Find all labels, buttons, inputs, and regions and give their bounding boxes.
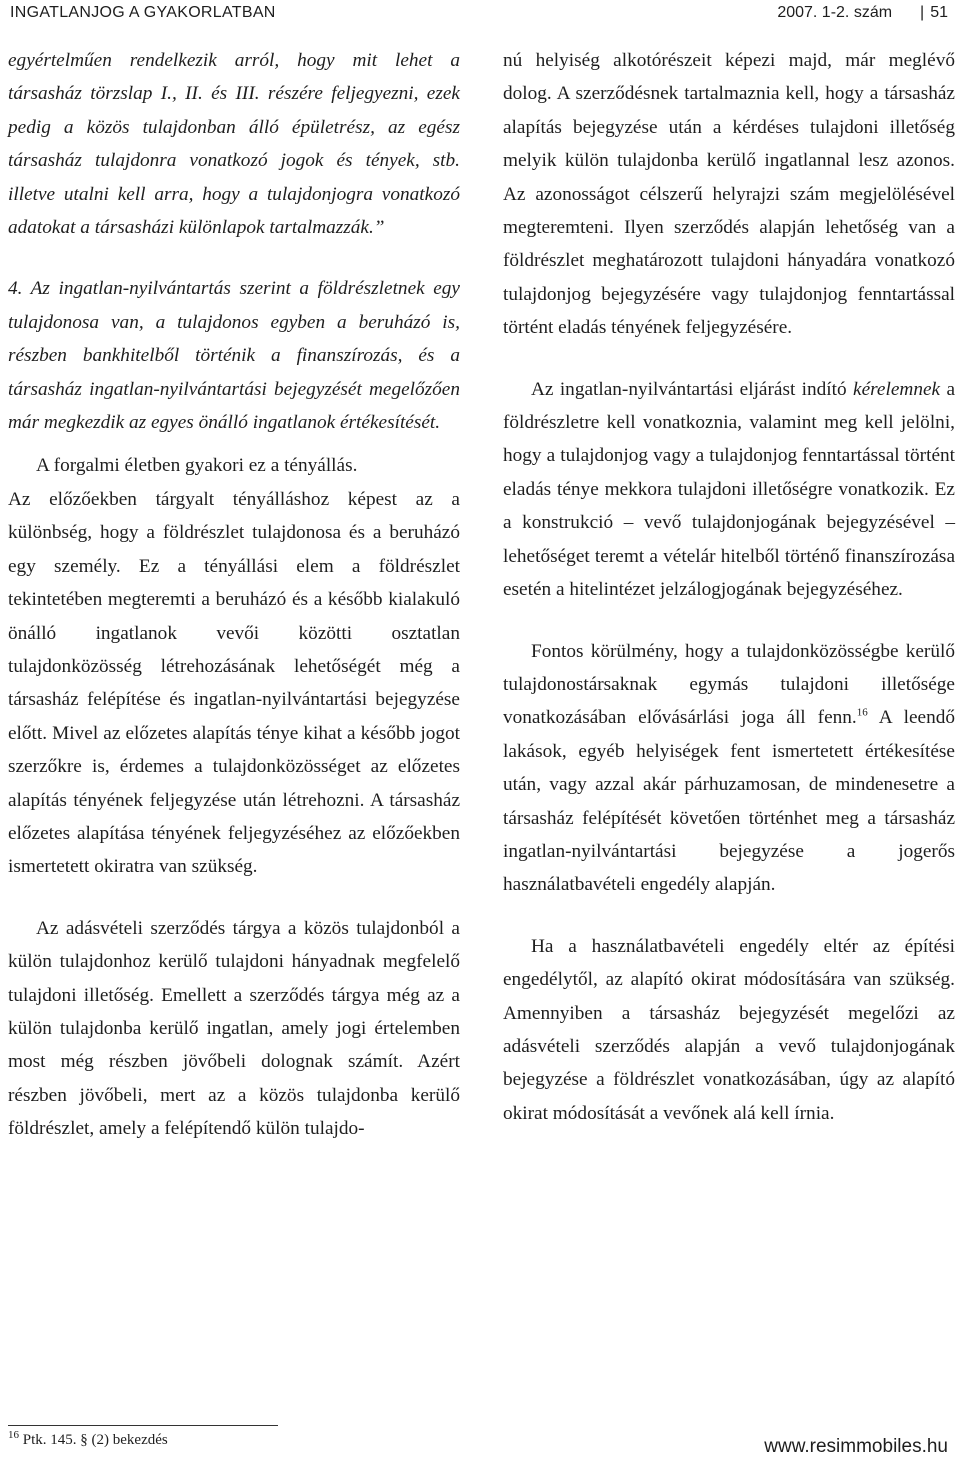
lead-sentence: A forgalmi életben gyakori ez a tényállás. bbox=[36, 455, 358, 477]
italic-term: kérelemnek bbox=[853, 378, 941, 400]
right-paragraph-2 bbox=[503, 373, 955, 607]
footnote-number: 16 bbox=[8, 1429, 19, 1441]
right-column bbox=[503, 44, 955, 1130]
footnote bbox=[8, 1429, 168, 1449]
page-number: 51 bbox=[930, 4, 948, 21]
right-paragraph-3-rest: A leendő lakások, egyéb helyiségek fent ismertetett értékesítése után, vagy azzal akár párhuzamosan, de mindenesetre a társasház felépítését követően történhet meg a társasház ingatlan-nyilvántartási bejegyzése a jogerős használatbavételi engedély alapján. bbox=[503, 707, 955, 896]
case-4-paragraph: 4. Az ingatlan-nyilvántartás szerint a földrészletnek egy tulajdonosa van, a tulajdonos egyben a beruházó is, részben bankhitelből történik a finanszírozás, és a társasház ingatlan-nyilvántartási bejegyzését megelőzően már megkezdik az egyes önálló ingatlanok értékesítését. bbox=[8, 278, 460, 434]
issue-and-page bbox=[777, 4, 948, 22]
issue-label: 2007. 1-2. szám bbox=[777, 4, 893, 21]
footer-url: www.resimmobiles.hu bbox=[764, 1436, 948, 1457]
footnote-text: Ptk. 145. § (2) bekezdés bbox=[22, 1432, 168, 1448]
page-header bbox=[0, 0, 960, 40]
right-paragraph-1: nú helyiség alkotórészeit képezi majd, már meglévő dolog. A szerződésnek tartalmaznia kell, hogy a társasház alapítás bejegyzése után a kérdéses tulajdoni illetőség melyik külön tulajdonba kerülő ingatlannal lesz azonos. Az azonosságot célszerű helyrajzi szám megjelölésével megteremteni. Ilyen szerződés alapján lehetőség van a földrészlet meghatározott tulajdoni hányadára vonatkozó tulajdonjog bejegyzésére vagy tulajdonjog fenntartással történt eladás tényének feljegyzésére. bbox=[503, 50, 955, 339]
footnote-reference: 16 bbox=[856, 706, 868, 719]
right-paragraph-3 bbox=[503, 635, 955, 902]
left-column bbox=[8, 44, 460, 1146]
quote-paragraph: egyértelműen rendelkezik arról, hogy mit lehet a társasház törzslap I., II. és III. részére feljegyezni, ezek pedig a közös tulajdonban álló épületrész, az egész társasház tulajdonra vonatkozó jogok és tények, stb. illetve utalni kell arra, hogy a tulajdonjogra vonatkozó adatokat a társasházi különlapok tartalmazzák.” bbox=[8, 50, 460, 239]
footnote-divider bbox=[8, 1425, 278, 1426]
right-paragraph-3-start: Fontos körülmény, hogy a tulajdonközösségbe kerülő tulajdonostársaknak egymás tulajdoni illetősége vonatkozásában elővásárlási joga áll fenn. bbox=[503, 640, 955, 729]
body-paragraph-1: Az előzőekben tárgyalt tényálláshoz képest az a különbség, hogy a földrészlet tulajdonosa és a beruházó egy személy. Ez a tényállási elem a földrészlet tekintetében megteremti a beruházó és a később kialakuló önálló ingatlanok vevői közötti osztatlan tulajdonközösség létrehozásának lehetőségét még a társasház felépítése és ingatlan-nyilvántartási bejegyzése előtt. Mivel az előzetes alapítás ténye kihat a később jogot szerzőkre is, érdemes a tulajdonközösséget az előzetes alapítás tényének feljegyzése után létrehozni. A társasház előzetes alapítása tényének feljegyzéséhez az előzőekben ismertetett okiratra van szükség. bbox=[8, 488, 460, 878]
right-paragraph-4: Ha a használatbavételi engedély eltér az építési engedélytől, az alapító okirat módosítására van szükség. Amennyiben a társasház bejegyzését megelőzi az adásvételi szerződés alapján a vevő tulajdonjogának bejegyzése a földrészlet vonatkozásában, úgy az alapító okirat módosítását a vevőnek alá kell írnia. bbox=[503, 935, 955, 1124]
journal-title: INGATLANJOG A GYAKORLATBAN bbox=[10, 4, 276, 21]
header-separator: | bbox=[920, 4, 925, 21]
right-paragraph-2-start: Az ingatlan-nyilvántartási eljárást indító bbox=[531, 378, 847, 400]
right-paragraph-2-rest: a földrészletre kell vonatkoznia, valamint meg kell jelölni, hogy a tulajdonjog vagy a tulajdonjog fenntartással történt eladás ténye mekkora tulajdoni illetőségre vonatkozik. Ez a konstrukció – vevő tulajdonjogának bejegyzésével – lehetőséget teremt a vételár hitelből történő finanszírozása esetén a hitelintézet jelzálogjogának bejegyzéséhez. bbox=[503, 378, 955, 601]
body-paragraph-2: Az adásvételi szerződés tárgya a közös tulajdonból a külön tulajdonhoz kerülő tulajdoni hányadnak megfelelő tulajdoni illetőség. Emellett a szerződés tárgya még az a külön tulajdonba kerülő ingatlan, amely jogi értelemben most még részben jövőbeli dolognak számít. Azért részben jövőbeli, mert az a közös tulajdonba kerülő földrészlet, amely a felépítendő külön tulajdo- bbox=[8, 917, 460, 1140]
